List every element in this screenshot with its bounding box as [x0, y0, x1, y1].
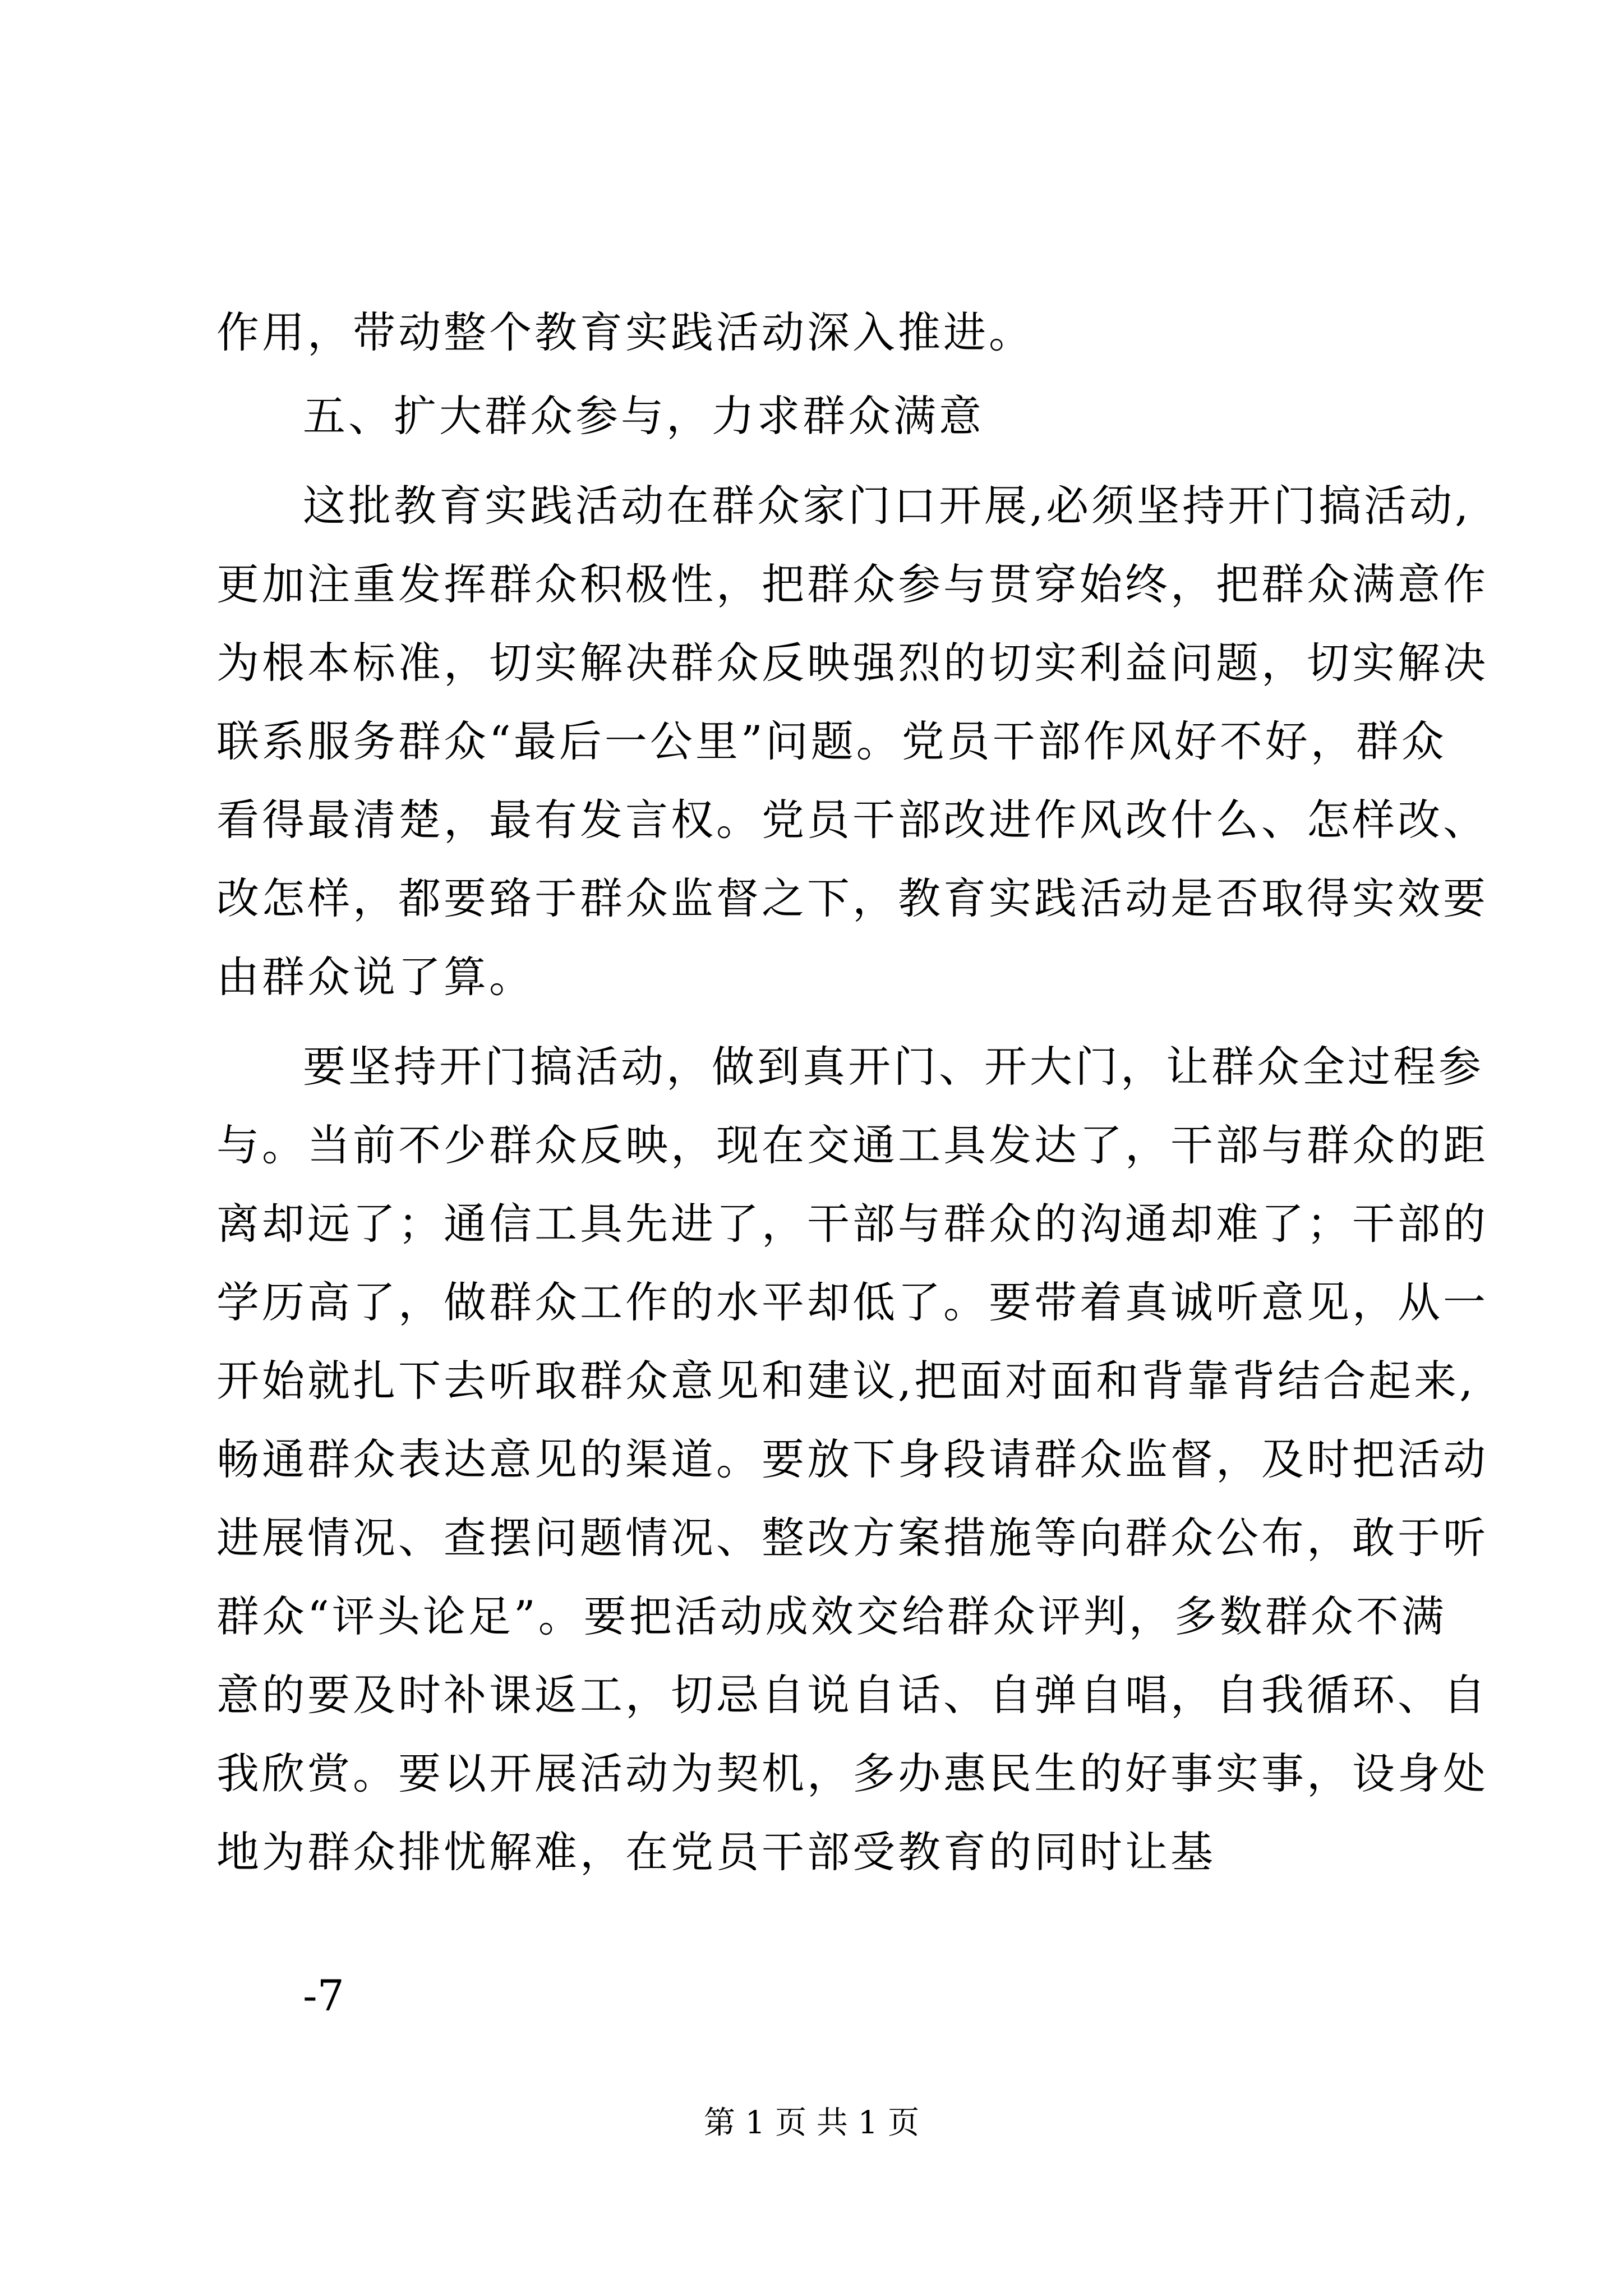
text-line: 我欣赏。要以开展活动为契机，多办惠民生的好事实事，设身处 [216, 1749, 1488, 1798]
text-line: 为根本标准，切实解决群众反映强烈的切实利益问题，切实解决 [216, 638, 1488, 688]
page-footer: 第 1 页 共 1 页 [703, 2105, 920, 2141]
text-line: 更加注重发挥群众积极性，把群众参与贯穿始终，把群众满意作 [216, 559, 1488, 609]
text-line: 学历高了，做群众工作的水平却低了。要带着真诚听意见，从一 [216, 1277, 1488, 1327]
text-line: 改怎样，都要臵于群众监督之下，教育实践活动是否取得实效要 [216, 873, 1488, 923]
text-line: 看得最清楚，最有发言权。党员干部改进作风改什么、怎样改、 [216, 795, 1488, 845]
section-heading: 五、扩大群众参与，力求群众满意 [303, 391, 984, 441]
text-line: 离却远了；通信工具先进了，干部与群众的沟通却难了；干部的 [216, 1199, 1488, 1249]
text-line: 畅通群众表达意见的渠道。要放下身段请群众监督，及时把活动 [216, 1434, 1488, 1484]
text-line: 要坚持开门搞活动，做到真开门、开大门，让群众全过程参 [303, 1042, 1484, 1092]
text-line: 进展情况、查摆问题情况、整改方案措施等向群众公布，敢于听 [216, 1513, 1488, 1563]
text-line: 由群众说了算。 [216, 952, 534, 1002]
text-line: 与。当前不少群众反映，现在交通工具发达了，干部与群众的距 [216, 1120, 1488, 1170]
text-line: 群众“评头论足”。要把活动成效交给群众评判，多数群众不满 [216, 1591, 1447, 1641]
text-line: 意的要及时补课返工，切忌自说自话、自弹自唱，自我循环、自 [216, 1670, 1488, 1720]
text-line: 作用，带动整个教育实践活动深入推进。 [216, 307, 1034, 357]
page-marker: -7 [303, 1971, 345, 2021]
text-line: 地为群众排忧解难，在党员干部受教育的同时让基 [216, 1827, 1216, 1877]
text-line: 这批教育实践活动在群众家门口开展,必须坚持开门搞活动, [303, 481, 1472, 531]
text-line: 开始就扎下去听取群众意见和建议,把面对面和背靠背结合起来, [216, 1356, 1476, 1406]
text-line: 联系服务群众“最后一公里”问题。党员干部作风好不好，群众 [216, 716, 1447, 766]
